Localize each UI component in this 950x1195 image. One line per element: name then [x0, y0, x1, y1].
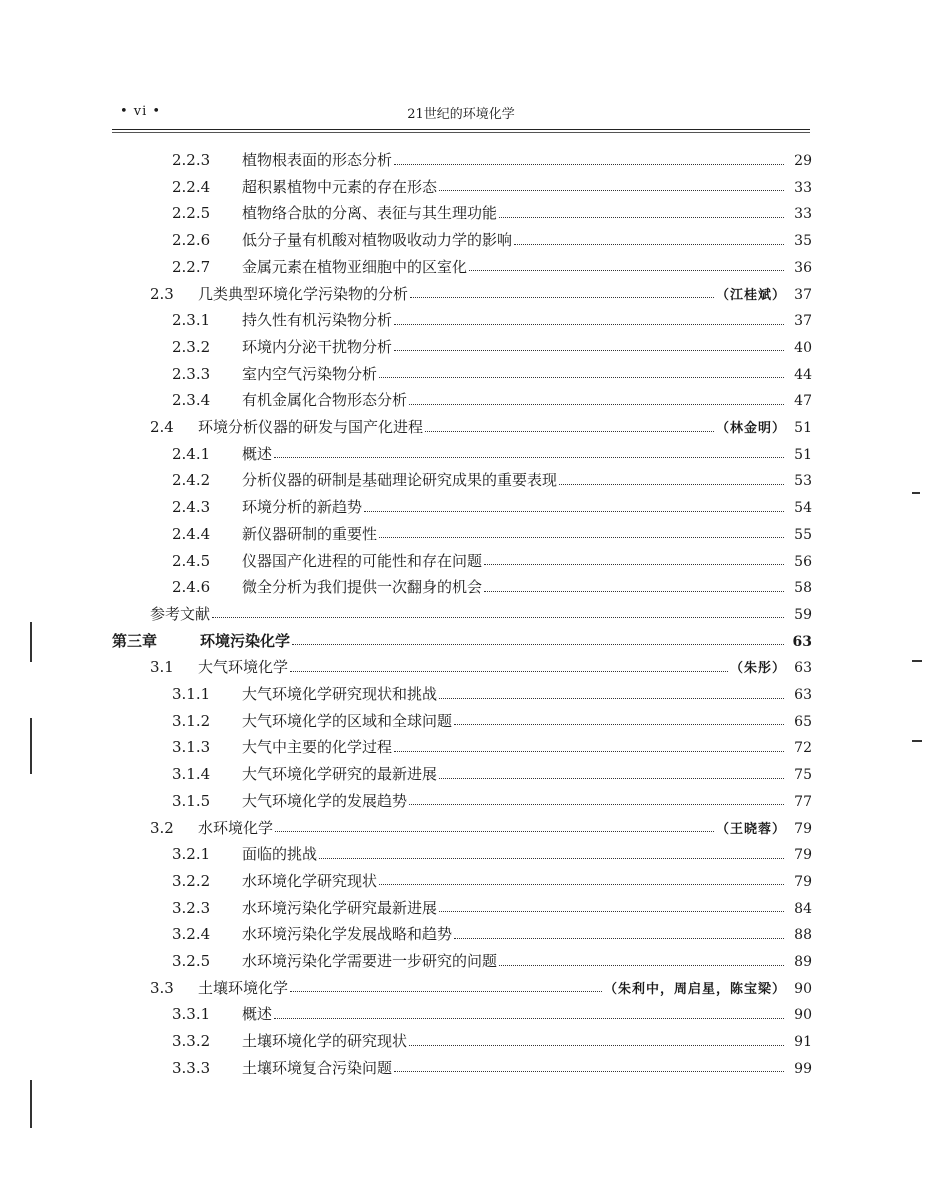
- toc-entry-number: 2.4.1: [172, 444, 211, 463]
- toc-entry-number: 2.3.1: [172, 311, 211, 330]
- dot-leader: [439, 698, 784, 699]
- toc-entry-page: 65: [794, 713, 812, 730]
- toc-entry: [172, 681, 812, 707]
- toc-entry-title: 土壤环境化学的研究现状: [242, 1032, 408, 1051]
- toc-entry-author: （王晓蓉）: [715, 821, 786, 837]
- toc-entry-number: 3.3.3: [172, 1058, 211, 1077]
- toc-entry-page: 55: [794, 526, 812, 543]
- toc-entry-title: 植物络合肽的分离、表征与其生理功能: [242, 204, 498, 223]
- dot-leader: [319, 858, 784, 859]
- toc-entry-number: 3.2.4: [172, 925, 211, 944]
- toc-entry-number: 2.4.5: [172, 551, 211, 570]
- toc-entry-page: 29: [794, 153, 812, 169]
- toc-entry: [150, 654, 812, 680]
- scan-mark: [30, 1080, 32, 1128]
- toc-entry: [172, 200, 812, 226]
- toc-entry-page: 91: [794, 1034, 812, 1051]
- toc-entry: [112, 628, 812, 654]
- toc-entry-page: 59: [794, 606, 812, 623]
- toc-entry-page: 51: [794, 446, 812, 463]
- toc-entry-page: 56: [794, 553, 812, 570]
- toc-entry-title: 室内空气污染物分析: [242, 364, 378, 383]
- dot-leader: [425, 431, 714, 432]
- toc-entry-title: 大气环境化学研究的最新进展: [242, 765, 438, 784]
- toc-entry: [150, 601, 812, 627]
- toc-entry-title: 大气环境化学的发展趋势: [242, 791, 408, 810]
- toc-entry-page: 44: [794, 366, 812, 383]
- toc-entry: [172, 841, 812, 867]
- toc-entry-number: 2.3.4: [172, 391, 211, 410]
- toc-entry: [172, 734, 812, 760]
- toc-entry-page: 77: [794, 793, 812, 810]
- toc-entry-title: 水环境污染化学发展战略和趋势: [242, 925, 453, 944]
- header-rule-thin: [112, 132, 810, 133]
- dot-leader: [484, 564, 784, 565]
- dot-leader: [274, 457, 784, 458]
- toc-entry: [172, 334, 812, 360]
- toc-entry-number: 2.4.2: [172, 471, 211, 490]
- toc-entry-title: 面临的挑战: [242, 845, 318, 864]
- toc-entry-page: 72: [794, 740, 812, 757]
- toc-entry-number: 3.1.2: [172, 711, 211, 730]
- toc-entry: [172, 868, 812, 894]
- toc-entry-title: 水环境化学研究现状: [242, 871, 378, 890]
- toc-entry-page: 79: [794, 873, 812, 890]
- toc-entry-number: 3.2.2: [172, 871, 211, 890]
- toc-entry-number: 2.4.6: [172, 578, 211, 597]
- toc-entry-page: 90: [794, 1007, 812, 1024]
- dot-leader: [439, 778, 784, 779]
- toc-entry-page: 58: [794, 580, 812, 597]
- toc-entry-number: 2.2.7: [172, 257, 211, 276]
- toc-entry-page: 53: [794, 473, 812, 490]
- header-rule: [112, 129, 810, 130]
- toc-entry: [172, 307, 812, 333]
- toc-entry-page: 63: [794, 660, 812, 677]
- dot-leader: [499, 965, 784, 966]
- toc-entry-number: 3.2.5: [172, 952, 211, 970]
- toc-entry: [172, 895, 812, 921]
- scan-mark: [912, 660, 922, 662]
- dot-leader: [292, 644, 784, 645]
- dot-leader: [439, 190, 784, 191]
- toc-entry-page: 79: [794, 847, 812, 864]
- toc-entry-title: 超积累植物中元素的存在形态: [242, 177, 438, 196]
- scan-mark: [30, 718, 32, 774]
- toc-entry-title: 大气中主要的化学过程: [242, 738, 393, 757]
- toc-entry-title: 大气环境化学: [198, 658, 289, 677]
- dot-leader: [484, 591, 784, 592]
- toc-entry-page: 33: [794, 179, 812, 196]
- toc-entry-title: 微全分析为我们提供一次翻身的机会: [242, 578, 483, 597]
- toc-entry: [172, 1001, 812, 1027]
- dot-leader: [409, 1045, 784, 1046]
- toc-entry-title: 土壤环境化学: [198, 978, 289, 997]
- toc-entry: [150, 815, 812, 841]
- toc-entry: [172, 921, 812, 947]
- toc-entry-page: 99: [794, 1060, 812, 1077]
- toc-entry-number: 2.3.2: [172, 337, 211, 356]
- dot-leader: [379, 884, 784, 885]
- toc-entry-page: 63: [792, 633, 812, 650]
- toc-entry: [172, 467, 812, 493]
- toc-entry: [172, 948, 812, 974]
- toc-entry-page: 35: [794, 233, 812, 250]
- toc-entry-page: 37: [794, 286, 812, 303]
- toc-entry: [172, 494, 812, 520]
- toc-entry-number: 3.2.1: [172, 845, 211, 864]
- dot-leader: [410, 297, 714, 298]
- toc-entry-page: 54: [794, 500, 812, 517]
- toc-entry-page: 37: [794, 313, 812, 330]
- toc-entry-number: 2.4: [150, 418, 174, 436]
- dot-leader: [454, 724, 784, 725]
- toc-entry-title: 参考文献: [150, 604, 211, 623]
- dot-leader: [275, 831, 714, 832]
- dot-leader: [394, 350, 784, 351]
- toc-entry-author: （朱彤）: [729, 661, 786, 677]
- toc-entry-number: 第三章: [112, 631, 158, 650]
- toc-entry-number: 2.4.3: [172, 498, 211, 517]
- toc-entry-number: 3.3.2: [172, 1032, 211, 1051]
- running-header: [112, 100, 810, 128]
- toc-entry: [172, 254, 812, 280]
- toc-entry-number: 3.3.1: [172, 1005, 211, 1024]
- toc-entry: [172, 387, 812, 413]
- toc-entry-page: 63: [794, 687, 812, 703]
- toc-entry: [172, 147, 812, 173]
- dot-leader: [274, 1018, 784, 1019]
- dot-leader: [439, 911, 784, 912]
- scan-mark: [912, 740, 922, 742]
- toc-entry: [150, 414, 812, 440]
- dot-leader: [379, 537, 784, 538]
- dot-leader: [212, 617, 784, 618]
- toc-entry-number: 2.2.5: [172, 204, 211, 223]
- dot-leader: [409, 804, 784, 805]
- toc-entry-page: 88: [794, 927, 812, 944]
- toc-entry-title: 有机金属化合物形态分析: [242, 391, 408, 410]
- toc-entry: [172, 361, 812, 387]
- toc-entry-page: 79: [794, 820, 812, 837]
- dot-leader: [454, 938, 784, 939]
- toc-entry: [150, 975, 812, 1001]
- toc-entry-number: 3.3: [150, 978, 174, 997]
- toc-entry: [172, 441, 812, 467]
- toc-entry-number: 2.2.4: [172, 177, 211, 196]
- toc-entry-title: 几类典型环境化学污染物的分析: [198, 284, 409, 303]
- dot-leader: [290, 991, 602, 992]
- dot-leader: [514, 244, 784, 245]
- toc-entry-title: 水环境污染化学研究最新进展: [242, 898, 438, 917]
- scan-mark: [912, 492, 920, 494]
- toc-entry-page: 47: [794, 393, 812, 410]
- toc-entry: [172, 521, 812, 547]
- toc-entry-number: 3.1.4: [172, 765, 211, 784]
- toc-entry: [150, 281, 812, 307]
- toc-entry-title: 植物根表面的形态分析: [242, 151, 393, 169]
- toc-entry-author: （林金明）: [715, 421, 786, 436]
- toc-entry-number: 3.1.5: [172, 791, 211, 810]
- toc-entry-author: （朱利中，周启星，陈宝梁）: [603, 981, 786, 997]
- dot-leader: [290, 671, 728, 672]
- toc-entry-title: 分析仪器的研制是基础理论研究成果的重要表现: [242, 471, 558, 490]
- dot-leader: [394, 751, 784, 752]
- toc-entry-number: 2.4.4: [172, 524, 211, 543]
- toc-entry-number: 2.2.6: [172, 231, 211, 250]
- toc-entry-page: 84: [794, 900, 812, 917]
- toc-entry: [172, 174, 812, 200]
- dot-leader: [364, 511, 784, 512]
- dot-leader: [409, 404, 784, 405]
- dot-leader: [394, 324, 784, 325]
- toc-entry: [172, 548, 812, 574]
- toc-entry-title: 仪器国产化进程的可能性和存在问题: [242, 551, 483, 570]
- toc-entry: [172, 574, 812, 600]
- toc-entry-number: 2.3.3: [172, 364, 211, 383]
- toc-entry: [172, 708, 812, 734]
- toc-entry-number: 3.1.1: [172, 685, 211, 703]
- toc-entry-title: 环境分析仪器的研发与国产化进程: [198, 418, 424, 436]
- toc-entry-number: 3.1: [150, 658, 174, 677]
- toc-entry: [172, 761, 812, 787]
- toc-entry-title: 大气环境化学研究现状和挑战: [242, 685, 438, 703]
- dot-leader: [559, 484, 784, 485]
- book-title: 21世纪的环境化学: [407, 107, 515, 122]
- toc-entry: [172, 227, 812, 253]
- toc-entry-number: 3.2: [150, 818, 174, 837]
- page-number: • vi •: [120, 104, 162, 119]
- toc-entry-page: 33: [794, 206, 812, 223]
- toc-entry-title: 概述: [242, 1005, 273, 1024]
- dot-leader: [499, 217, 784, 218]
- dot-leader: [469, 270, 784, 271]
- toc-entry-page: 36: [794, 259, 812, 276]
- toc-entry: [172, 788, 812, 814]
- scan-mark: [30, 622, 32, 662]
- toc-entry-page: 51: [794, 420, 812, 436]
- toc-entry-title: 低分子量有机酸对植物吸收动力学的影响: [242, 231, 513, 250]
- toc-entry-title: 水环境污染化学需要进一步研究的问题: [242, 952, 498, 970]
- toc-entry-page: 75: [794, 767, 812, 784]
- toc-entry-title: 水环境化学: [198, 818, 274, 837]
- toc-entry-number: 2.2.3: [172, 151, 211, 169]
- dot-leader: [394, 1071, 784, 1072]
- toc-entry-page: 40: [794, 339, 812, 356]
- dot-leader: [394, 164, 784, 165]
- toc-entry-number: 2.3: [150, 284, 174, 303]
- toc-entry-title: 土壤环境复合污染问题: [242, 1058, 393, 1077]
- toc-entry-page: 90: [794, 980, 812, 997]
- toc-entry-title: 环境内分泌干扰物分析: [242, 337, 393, 356]
- toc-entry-page: 89: [794, 954, 812, 970]
- dot-leader: [379, 377, 784, 378]
- toc-entry-number: 3.2.3: [172, 898, 211, 917]
- toc-entry: [172, 1028, 812, 1054]
- toc-entry-title: 环境污染化学: [200, 631, 291, 650]
- toc-entry-title: 持久性有机污染物分析: [242, 311, 393, 330]
- toc-entry-title: 概述: [242, 444, 273, 463]
- toc-entry-title: 金属元素在植物亚细胞中的区室化: [242, 257, 468, 276]
- toc-entry-author: （江桂斌）: [715, 287, 786, 303]
- toc-entry-title: 大气环境化学的区域和全球问题: [242, 711, 453, 730]
- toc-entry-title: 环境分析的新趋势: [242, 498, 363, 517]
- toc-entry-number: 3.1.3: [172, 738, 211, 757]
- toc-entry: [172, 1055, 812, 1081]
- toc-entry-title: 新仪器研制的重要性: [242, 524, 378, 543]
